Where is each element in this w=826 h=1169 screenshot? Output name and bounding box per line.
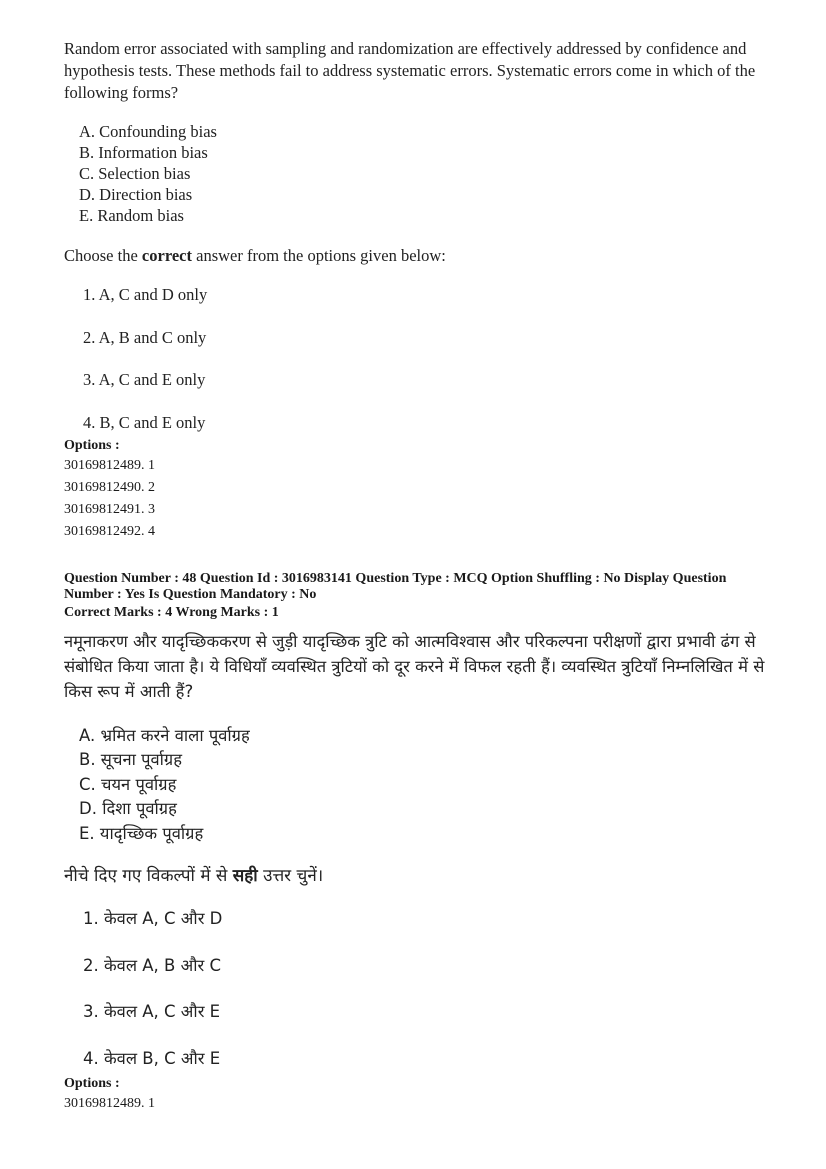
statement-c-hindi: C. चयन पूर्वाग्रह	[79, 774, 177, 794]
option-id-1-q2: 30169812489. 1	[64, 1095, 155, 1111]
answer-choice-2: 2. A, B and C only	[83, 327, 207, 347]
options-label: Options :	[64, 437, 120, 453]
answer-choice-1: 1. A, C and D only	[83, 285, 208, 304]
choose-instruction-hindi	[64, 864, 776, 888]
answer-choice-4-hindi: 4. केवल B, C और E	[83, 1048, 221, 1068]
option-id-1: 30169812489. 1	[64, 457, 155, 473]
statement-e-hindi: E. यादृच्छिक पूर्वाग्रह	[79, 823, 204, 843]
choose-instruction	[64, 245, 776, 267]
choose-bold: correct	[141, 246, 192, 265]
answer-choice-3-hindi: 3. केवल A, C और E	[83, 1002, 221, 1021]
answer-choices	[83, 284, 776, 434]
answer-choices-hindi	[83, 907, 776, 1071]
answer-choice-3: 3. A, C and E only	[83, 370, 206, 389]
answer-choice-1-hindi: 1. केवल A, C और D	[83, 909, 223, 928]
option-id-3: 30169812491. 3	[64, 501, 155, 517]
choose-suffix: answer from the options given below:	[192, 246, 446, 265]
marks-info: Correct Marks : 4 Wrong Marks : 1	[64, 604, 279, 620]
statement-list-hindi	[79, 724, 776, 847]
choose-bold-hindi: सही	[232, 866, 258, 886]
answer-choice-4: 4. B, C and E only	[83, 412, 206, 432]
question-text-english: Random error associated with sampling and randomization are effectively addressed by confidence and hypothesis tests. These methods fail to address systematic errors. Systematic errors come in which of the following forms?	[64, 39, 756, 102]
statement-list	[79, 121, 776, 226]
option-id-list-2	[64, 1093, 776, 1115]
choose-prefix: Choose the	[64, 246, 142, 265]
answer-choice-2-hindi: 2. केवल A, B और C	[83, 955, 222, 975]
statement-e: E. Random bias	[79, 206, 184, 225]
question-meta-line-1: Question Number : 48 Question Id : 3016983141 Question Type : MCQ Option Shuffling : No Display Question	[64, 570, 727, 586]
option-id-2: 30169812490. 2	[64, 479, 155, 495]
statement-d-hindi: D. दिशा पूर्वाग्रह	[79, 799, 177, 818]
statement-b-hindi: B. सूचना पूर्वाग्रह	[79, 750, 183, 769]
statement-a: A. Confounding bias	[79, 122, 217, 141]
statement-d: D. Direction bias	[79, 185, 193, 204]
statement-c: C. Selection bias	[79, 164, 191, 183]
statement-b: B. Information bias	[79, 143, 208, 162]
choose-prefix-hindi: नीचे दिए गए विकल्पों में से	[64, 866, 233, 886]
question-48-block	[64, 571, 776, 1115]
statement-a-hindi: A. भ्रमित करने वाला पूर्वाग्रह	[79, 725, 250, 745]
option-id-list	[64, 455, 776, 543]
choose-suffix-hindi: उत्तर चुनें।	[257, 866, 324, 886]
question-text-hindi: नमूनाकरण और यादृच्छिककरण से जुड़ी यादृच्छिक त्रुटि को आत्मविश्वास और परिकल्पना परीक्षणों द्वारा प्रभावी ढंग से संबोधित किया जाता है। ये विधियाँ व्यवस्थित त्रुटियों को दूर करने में विफल रहती हैं। व्यवस्थित त्रुटियाँ निम्नलिखित में से किस रूप में आती हैं?	[64, 631, 765, 701]
option-id-4: 30169812492. 4	[64, 523, 155, 539]
options-label-2: Options :	[64, 1075, 120, 1091]
question-meta-line-2: Number : Yes Is Question Mandatory : No	[64, 586, 317, 602]
